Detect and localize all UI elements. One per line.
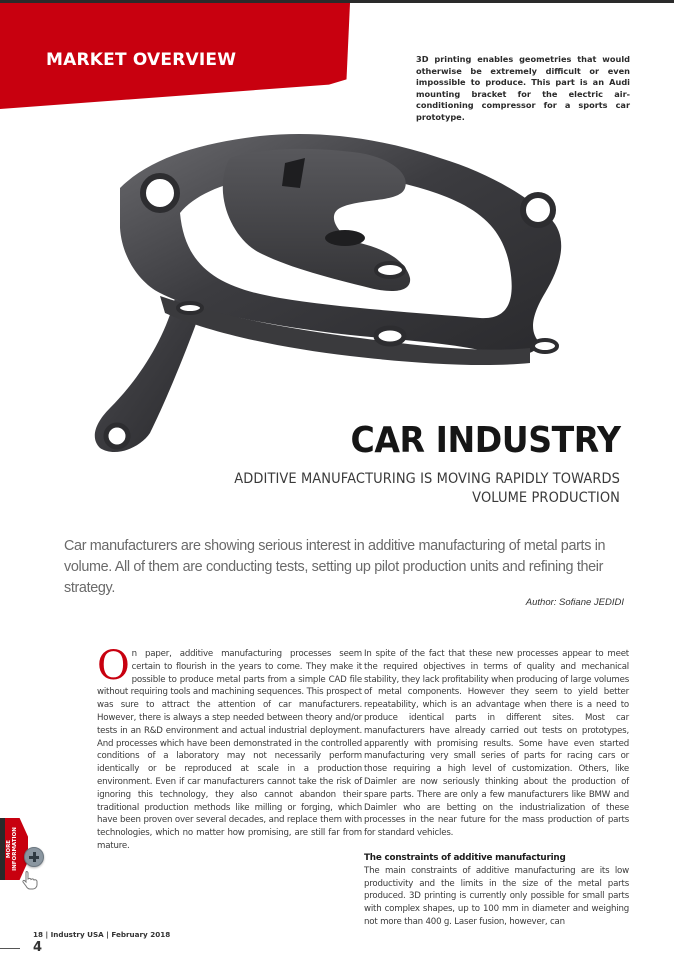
right-column-paragraph: In spite of the fact that these new processes appear to meet the required objectives in terms of quality and mechanical stability, they lack profitability when producing of large volumes of metal components. However they seem to yield better repeatability, which is an advantage when there is a need to produce identical parts in different sites. Most car manufacturers have already carried out tests on prototypes, apparently with promising results. Some have even started manufacturing very small series of parts for racing cars or those requiring a high level of customization. Others, like Daimler are now seriously thinking about the production of spare parts. There are only a few manufacturers like BMW and Daimler who are betting on the industrialization of these processes in the near future for the mass production of parts for standard vehicles. [364, 649, 629, 839]
left-column-text: n paper, additive manufacturing processes seem certain to flourish in the years to come. They make it possible to produce metal parts from a simple CAD file without requiring tools and machining sequences. This prospect was sure to attract the attention of car manufacturers. However, there is always a step needed between theory and/or tests in an R&D environment and actual industrial deployment. And processes which have been demonstrated in the controlled conditions of a laboratory may not necessarily perform identically or be reproduced at scale in a production environment. Even if car manufacturers cannot take the risk of ignoring this technology, they also cannot abandon their traditional production methods like milling or forging, which have been proven over several decades, and replace them with technologies, which no matter how promising, are still far from mature. [97, 649, 362, 851]
folio-rule [0, 948, 20, 949]
plus-icon[interactable] [24, 847, 44, 867]
article-headline: CAR INDUSTRY [349, 420, 620, 461]
folio-line: 18 | Industry USA | February 2018 [33, 930, 171, 939]
figure-caption: 3D printing enables geometries that would otherwise be extremely difficult or even impossible to produce. This part is an Audi mounting bracket for the electric air-conditioning compressor for a sports car prototype. [416, 54, 630, 122]
right-column [364, 648, 629, 929]
article-intro: Car manufacturers are showing serious interest in additive manufacturing of metal parts in volume. All of them are conducting tests, setting up pilot production units and refining their strategy. [64, 538, 606, 596]
more-information-button[interactable] [0, 818, 34, 880]
section-heading-constraints: The constraints of additive manufacturing [364, 852, 566, 863]
pointing-hand-icon [20, 870, 40, 890]
more-info-label: MORE INFORMATION [6, 827, 18, 871]
article-subhead: ADDITIVE MANUFACTURING IS MOVING RAPIDLY TOWARDS VOLUME PRODUCTION [234, 471, 621, 506]
left-column [97, 643, 362, 853]
mounting-bracket-image [60, 118, 620, 463]
page-number: 4 [33, 940, 43, 955]
article-author: Author: Sofiane JEDIDI [525, 597, 624, 608]
section-title: MARKET OVERVIEW [46, 50, 237, 70]
right-column-paragraph-2: The main constraints of additive manufacturing are its low productivity and the limits in the size of the metal parts produced. 3D printing is currently only possible for small parts with complex shapes, up to 100 mm in diameter and weighing not more than 400 g. Laser fusion, however, can [364, 865, 629, 927]
dropcap: O [97, 643, 130, 689]
top-edge-strip [0, 0, 674, 3]
